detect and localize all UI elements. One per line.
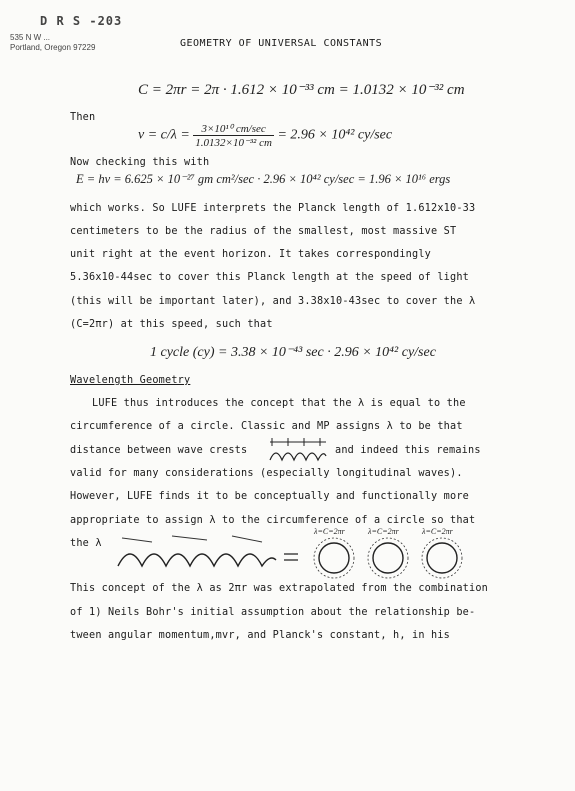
para2-line-6: appropriate to assign λ to the circumference of a circle so that (70, 515, 476, 526)
para3-line-2: of 1) Neils Bohr's initial assumption about the relationship be- (70, 607, 476, 618)
fraction-denominator: 1.0132×10⁻³² cm (195, 137, 272, 149)
now-checking-label: Now checking this with (70, 157, 210, 168)
address-line-1: 535 N W ... (10, 33, 51, 42)
circle-label-3: λ=C=2πr (422, 527, 453, 536)
para2-line-4: valid for many considerations (especially longitudinal waves). (70, 468, 463, 479)
equation-energy: E = hν = 6.625 × 10⁻²⁷ gm cm²/sec · 2.96 × 10⁴² cy/sec = 1.96 × 10¹⁶ ergs (76, 172, 451, 186)
para1-line-6: (C=2πr) at this speed, such that (70, 319, 273, 330)
para1-line-2: centimeters to be the radius of the smallest, most massive ST (70, 226, 457, 237)
para1-line-3: unit right at the event horizon. It takes correspondingly (70, 249, 432, 260)
para2-line-3b: and indeed this remains (335, 445, 481, 456)
para1-line-5: (this will be important later), and 3.38x10-43sec to cover the λ (70, 296, 476, 307)
equation-circumference: C = 2πr = 2π · 1.612 × 10⁻³³ cm = 1.0132 × 10⁻³² cm (138, 82, 465, 98)
para2-line-5: However, LUFE finds it to be conceptually and functionally more (70, 491, 470, 502)
circle-label-1: λ=C=2πr (314, 527, 345, 536)
para2-line-2: circumference of a circle. Classic and MP assigns λ to be that (70, 421, 463, 432)
para3-line-3: tween angular momentum,mvr, and Planck's constant, h, in his (70, 630, 451, 641)
equation-cycle: 1 cycle (cy) = 3.38 × 10⁻⁴³ sec · 2.96 × 10⁴² cy/sec (150, 345, 436, 360)
section-heading: Wavelength Geometry (70, 375, 191, 386)
fraction-numerator: 3×10¹⁰ cm/sec (193, 122, 274, 136)
equation-frequency-rhs: = 2.96 × 10⁴² cy/sec (277, 127, 393, 143)
wave-crests-sketch (268, 434, 330, 464)
equation-frequency (138, 122, 392, 149)
page-title: GEOMETRY OF UNIVERSAL CONSTANTS (180, 38, 383, 49)
para2-line-7: the λ (70, 538, 102, 549)
circle-label-2: λ=C=2πr (368, 527, 399, 536)
equation-frequency-lhs: ν = c/λ = (138, 127, 190, 143)
equation-frequency-fraction (193, 122, 274, 149)
para1-line-4: 5.36x10-44sec to cover this Planck length at the speed of light (70, 272, 470, 283)
para3-line-1: This concept of the λ as 2πr was extrapolated from the combination (70, 583, 489, 594)
para2-line-1: LUFE thus introduces the concept that the λ is equal to the (92, 398, 466, 409)
then-label: Then (70, 112, 96, 123)
address-line-2: Portland, Oregon 97229 (10, 43, 96, 52)
document-code: D R S -203 (40, 14, 123, 28)
para2-line-3a: distance between wave crests (70, 445, 248, 456)
para1-line-1: which works. So LUFE interprets the Planck length of 1.612x10-33 (70, 203, 476, 214)
